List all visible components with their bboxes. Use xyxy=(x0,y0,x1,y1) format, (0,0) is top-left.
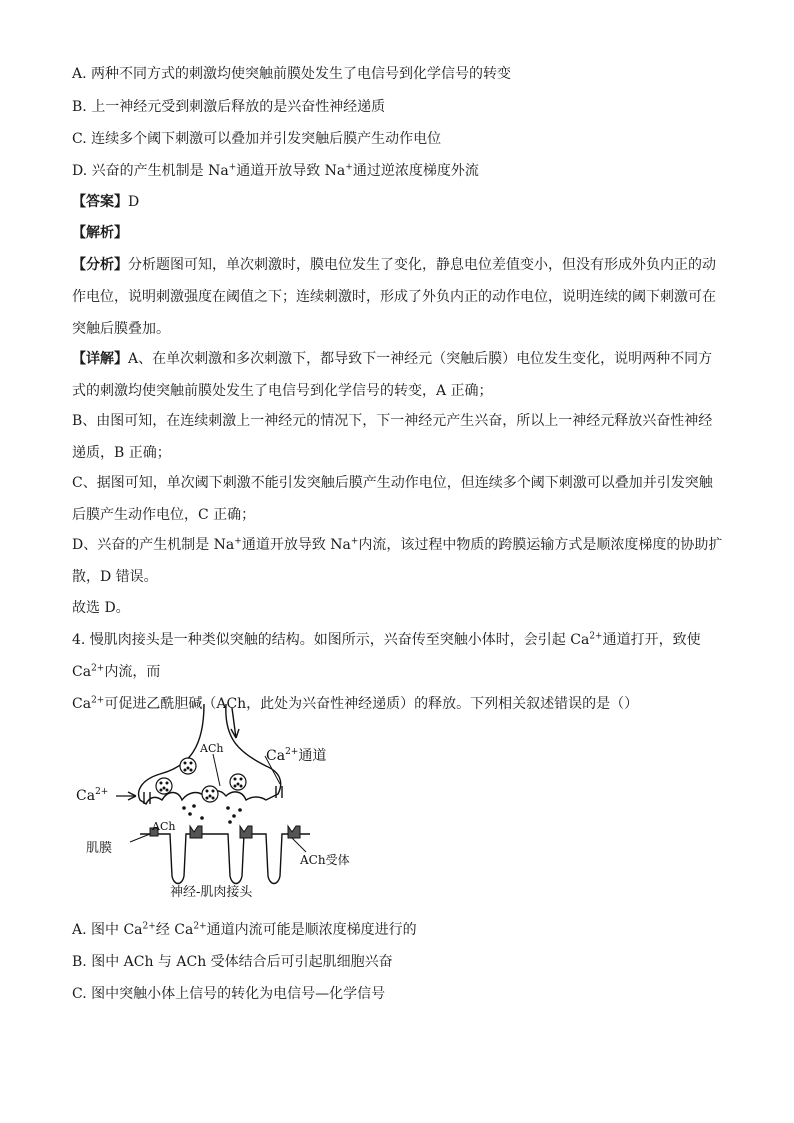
q4-option-a: A. 图中 $Ca^{2+}$经 $Ca^{2+}$通道内流可能是顺浓度梯度进行的 xyxy=(72,921,417,938)
detail-c: C、据图可知，单次阈下刺激不能引发突触后膜产生动作电位，但连续多个阈下刺激可以叠加并引发突触后膜产生动作电位，C 正确； xyxy=(72,475,713,523)
detail-d: D、兴奋的产生机制是 Na+通道开放导致 Na+内流，该过程中物质的跨膜运输方式是顺浓度梯度的协助扩散，D 错误。 xyxy=(72,536,723,585)
analysis-heading: 【解析】 xyxy=(72,225,128,241)
detail-a: 【详解】A、在单次刺激和多次刺激下，都导致下一神经元（突触后膜）电位发生变化，说明两种不同方式的刺激均使突触前膜处发生了电信号到化学信号的转变，A 正确； xyxy=(72,351,713,399)
label-ca-channel: $Ca^{2+}$通道 xyxy=(266,747,327,764)
label-ca-ion: $Ca^{2+}$ xyxy=(76,787,109,804)
answer-line xyxy=(72,192,732,212)
label-ach-mid: ACh xyxy=(152,820,176,833)
q3-option-c: C. 连续多个阈下刺激可以叠加并引发突触后膜产生动作电位 xyxy=(72,131,442,147)
q3-option-d: D. 兴奋的产生机制是 Na+通道开放导致 Na+通过逆浓度梯度外流 xyxy=(72,162,479,179)
released-ach xyxy=(182,804,242,824)
q3-option-a: A. 两种不同方式的刺激均使突触前膜处发生了电信号到化学信号的转变 xyxy=(72,66,512,82)
label-ach-top: ACh xyxy=(200,742,224,755)
detail-b: B、由图可知，在连续刺激上一神经元的情况下，下一神经元产生兴奋，所以上一神经元释放兴奋性神经递质，B 正确； xyxy=(72,413,713,461)
q4-option-b: B. 图中 ACh 与 ACh 受体结合后可引起肌细胞兴奋 xyxy=(72,954,393,970)
label-receptor: ACh受体 xyxy=(300,853,350,867)
neuromuscular-junction-diagram xyxy=(70,696,370,906)
synaptic-vesicles xyxy=(156,758,246,802)
answer-value: D xyxy=(128,194,140,210)
detail-conclusion: 故选 D。 xyxy=(72,600,130,616)
analysis-paragraph: 【分析】分析题图可知，单次刺激时，膜电位发生了变化，静息电位差值变小，但没有形成外负内正的动作电位，说明刺激强度在阈值之下；连续刺激时，形成了外负内正的动作电位，说明连续的阈下刺激可在突触后膜叠加。 xyxy=(72,257,716,337)
q3-option-b: B. 上一神经元受到刺激后释放的是兴奋性神经递质 xyxy=(72,99,386,115)
muscle-membrane xyxy=(140,834,310,884)
answer-label: 【答案】 xyxy=(72,194,128,210)
label-membrane: 肌膜 xyxy=(86,841,113,856)
q4-option-c: C. 图中突触小体上信号的转化为电信号—化学信号 xyxy=(72,986,386,1002)
diagram-caption: 神经-肌肉接头 xyxy=(170,885,253,900)
q4-stem: 4. 慢肌肉接头是一种类似突触的结构。如图所示，兴奋传至突触小体时，会引起 $Ca^{2+}$通道打开，致使 $Ca^{2+}$内流，而 $Ca^{2+}$可促进乙酰胆碱（ACh，此处为兴奋性神经递质）的释放。下列相关叙述错误的是（） xyxy=(72,631,701,712)
